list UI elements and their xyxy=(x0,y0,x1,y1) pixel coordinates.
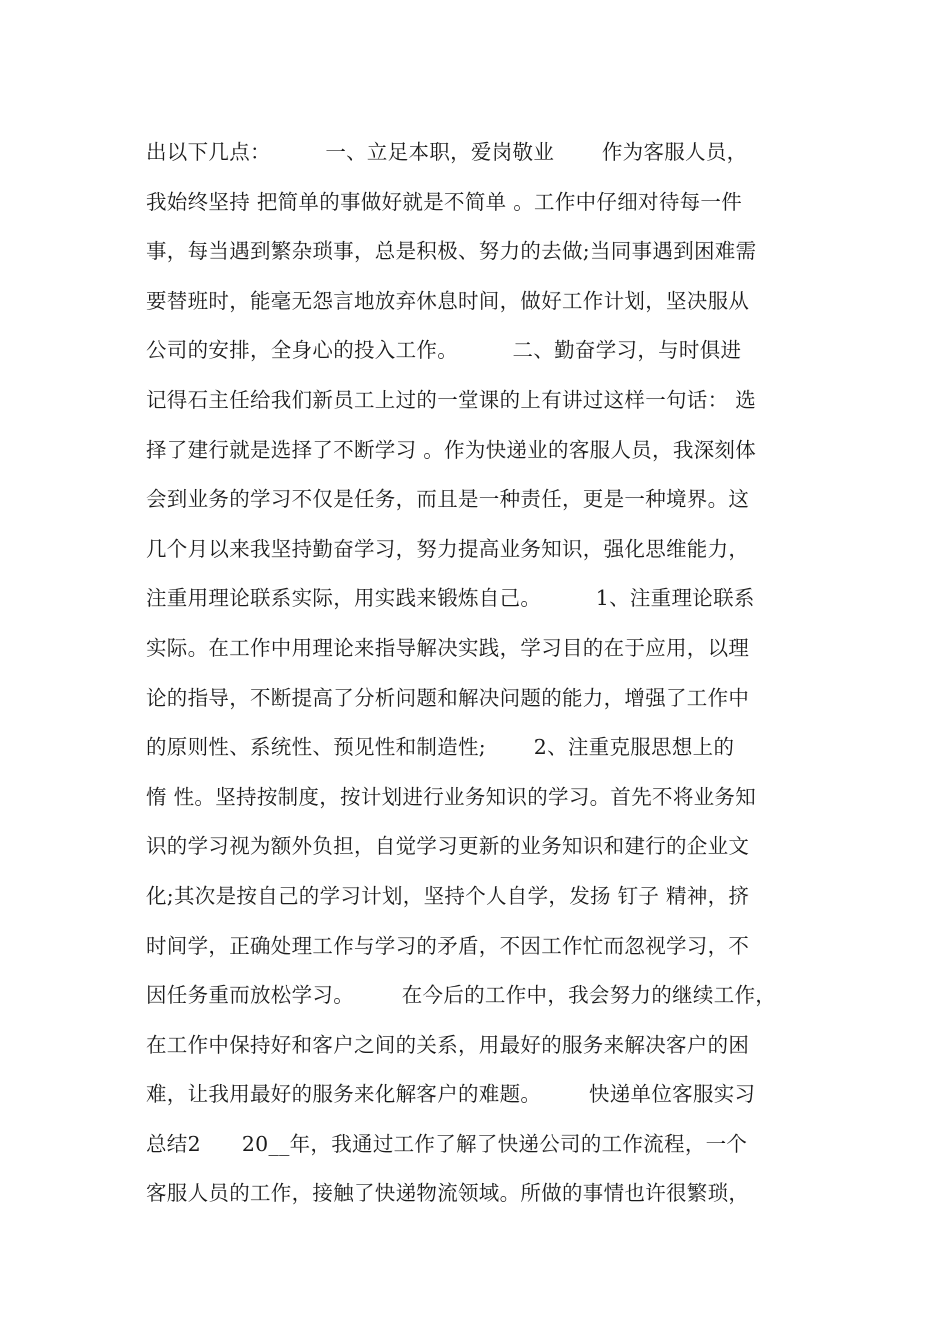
text-line: 总结2 20__年，我通过工作了解了快递公司的工作流程，一个 xyxy=(146,1131,748,1156)
text-line: 要替班时，能毫无怨言地放弃休息时间，做好工作计划，坚决服从 xyxy=(146,288,750,313)
text-line: 我始终坚持 把简单的事做好就是不简单 。工作中仔细对待每一件 xyxy=(146,189,743,214)
text-line: 会到业务的学习不仅是任务，而且是一种责任，更是一种境界。这 xyxy=(146,487,750,512)
text-line: 惰 性。坚持按制度，按计划进行业务知识的学习。首先不将业务知 xyxy=(146,784,757,809)
text-line: 客服人员的工作，接触了快递物流领域。所做的事情也许很繁琐， xyxy=(146,1181,750,1206)
body-text xyxy=(146,132,816,1223)
text-line: 时间学，正确处理工作与学习的矛盾，不因工作忙而忽视学习，不 xyxy=(146,933,750,958)
text-line: 事，每当遇到繁杂琐事，总是积极、努力的去做;当同事遇到困难需 xyxy=(146,239,757,264)
text-line: 记得石主任给我们新员工上过的一堂课的上有讲过这样一句话： 选 xyxy=(146,387,757,412)
text-line: 出以下几点： 一、立足本职，爱岗敬业 作为客服人员， xyxy=(146,140,748,164)
text-line: 实际。在工作中用理论来指导解决实践，学习目的在于应用，以理 xyxy=(146,635,750,660)
text-line: 因任务重而放松学习。 在今后的工作中，我会努力的继续工作， xyxy=(146,983,777,1008)
text-line: 几个月以来我坚持勤奋学习，努力提高业务知识，强化思维能力， xyxy=(146,536,750,561)
text-line: 公司的安排，全身心的投入工作。 二、勤奋学习，与时俱进 xyxy=(146,338,742,363)
text-line: 择了建行就是选择了不断学习 。作为快递业的客服人员，我深刻体 xyxy=(146,437,757,462)
text-line: 难，让我用最好的服务来化解客户的难题。 快递单位客服实习 xyxy=(146,1082,756,1107)
text-line: 识的学习视为额外负担，自觉学习更新的业务知识和建行的企业文 xyxy=(146,834,750,859)
text-line: 论的指导，不断提高了分析问题和解决问题的能力，增强了工作中 xyxy=(146,685,750,710)
text-line: 注重用理论联系实际，用实践来锻炼自己。 1、注重理论联系 xyxy=(146,586,755,611)
text-line: 化;其次是按自己的学习计划，坚持个人自学，发扬 钉子 精神，挤 xyxy=(146,883,750,908)
text-line: 的原则性、系统性、预见性和制造性; 2、注重克服思想上的 xyxy=(146,735,735,760)
text-line: 在工作中保持好和客户之间的关系，用最好的服务来解决客户的困 xyxy=(146,1032,750,1057)
